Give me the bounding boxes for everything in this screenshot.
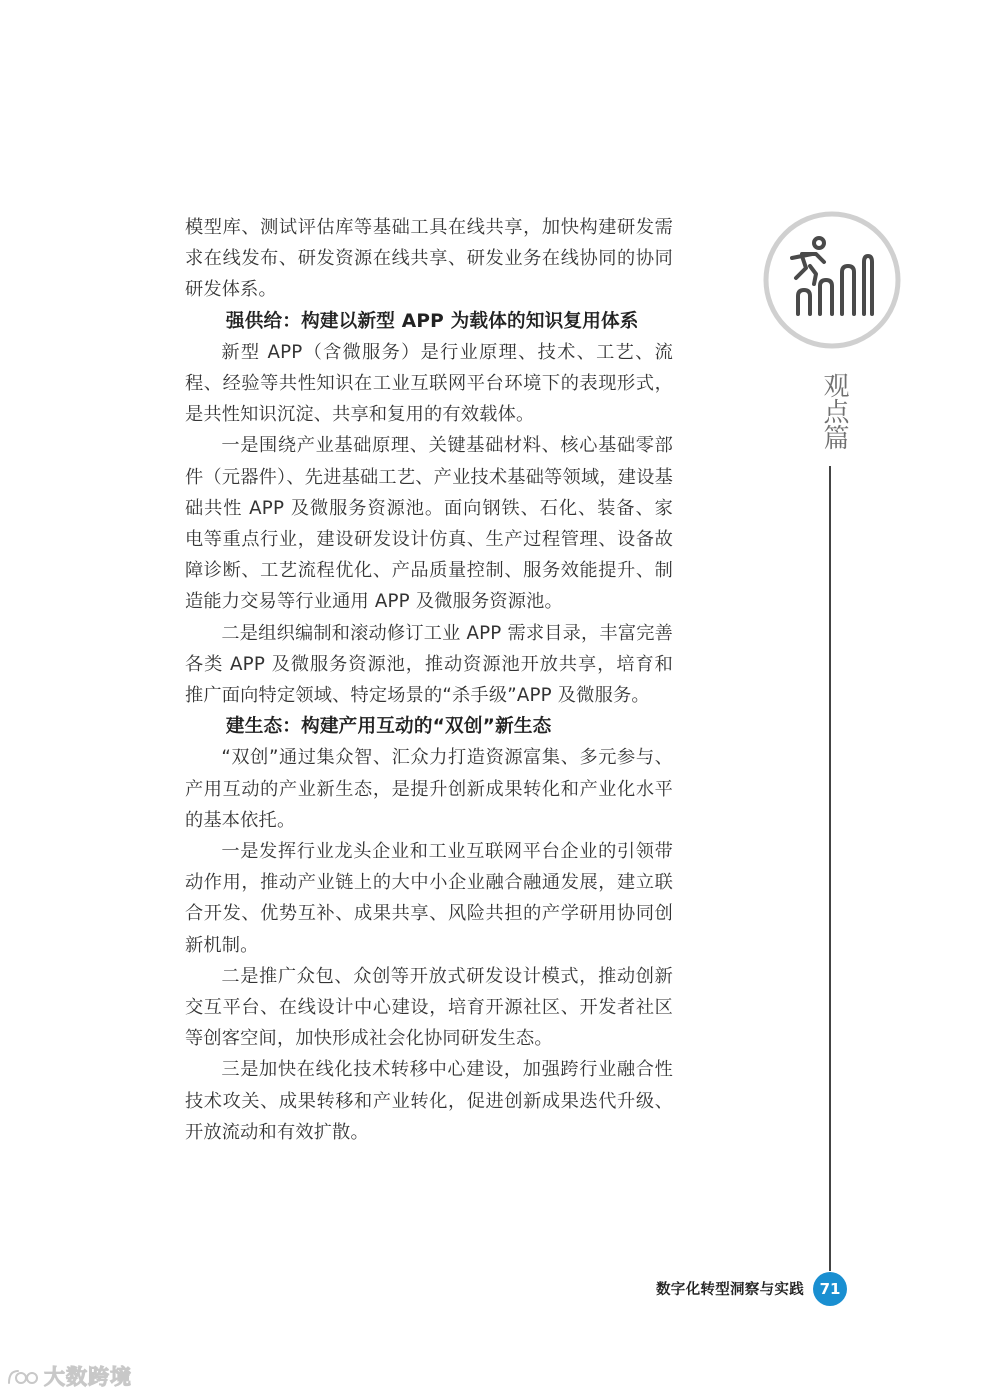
section-emblem: [762, 210, 902, 350]
section-title: 观点篇: [819, 372, 849, 450]
watermark-text: 大数跨境: [44, 1365, 132, 1389]
paragraph: “双创”通过集众智、汇众力打造资源富集、多元参与、产用互动的产业新生态，是提升创新成果转化和产业化水平的基本依托。: [185, 747, 673, 831]
logo-icon: [6, 1365, 40, 1387]
footer-book-title: 数字化转型洞察与实践: [656, 1282, 804, 1298]
article-body: [185, 212, 673, 1148]
paragraph: 一是发挥行业龙头企业和工业互联网平台企业的引领带动作用，推动产业链上的大中小企业融合融通发展，建立联合开发、优势互补、成果共享、风险共担的产学研用协同创新机制。: [185, 841, 673, 956]
vertical-divider: [829, 466, 831, 1271]
section-heading-ecosystem: 建生态：构建产用互动的“双创”新生态: [225, 716, 552, 738]
paragraph: 二是推广众包、众创等开放式研发设计模式，推动创新交互平台、在线设计中心建设，培育开源社区、开发者社区等创客空间，加快形成社会化协同研发生态。: [185, 965, 673, 1050]
page-number-badge: 71: [813, 1272, 847, 1306]
paragraph: 二是组织编制和滚动修订工业 APP 需求目录，丰富完善各类 APP 及微服务资源池，推动资源池开放共享，培育和推广面向特定领域、特定场景的“杀手级”APP 及微服务。: [185, 622, 673, 707]
paragraph: 一是围绕产业基础原理、关键基础材料、核心基础零部件（元器件）、先进基础工艺、产业技术基础等领域，建设基础共性 APP 及微服务资源池。面向钢铁、石化、装备、家电等重点行业，建设研发设计仿真、生产过程管理、设备故障诊断、工艺流程优化、产品质量控制、服务效能提升、制造能力交易等行业通用 APP 及微服务资源池。: [185, 435, 673, 613]
paragraph: 三是加快在线化技术转移中心建设，加强跨行业融合性技术攻关、成果转移和产业转化，促进创新成果迭代升级、开放流动和有效扩散。: [185, 1059, 673, 1143]
paragraph: 新型 APP（含微服务）是行业原理、技术、工艺、流程、经验等共性知识在工业互联网平台环境下的表现形式，是共性知识沉淀、共享和复用的有效载体。: [185, 341, 673, 426]
watermark: [6, 1362, 132, 1390]
runner-bars-icon: [762, 210, 902, 350]
section-heading-supply: 强供给：构建以新型 APP 为载体的知识复用体系: [225, 310, 639, 332]
paragraph-continuation: 模型库、测试评估库等基础工具在线共享，加快构建研发需求在线发布、研发资源在线共享、研发业务在线协同的协同研发体系。: [185, 217, 673, 301]
